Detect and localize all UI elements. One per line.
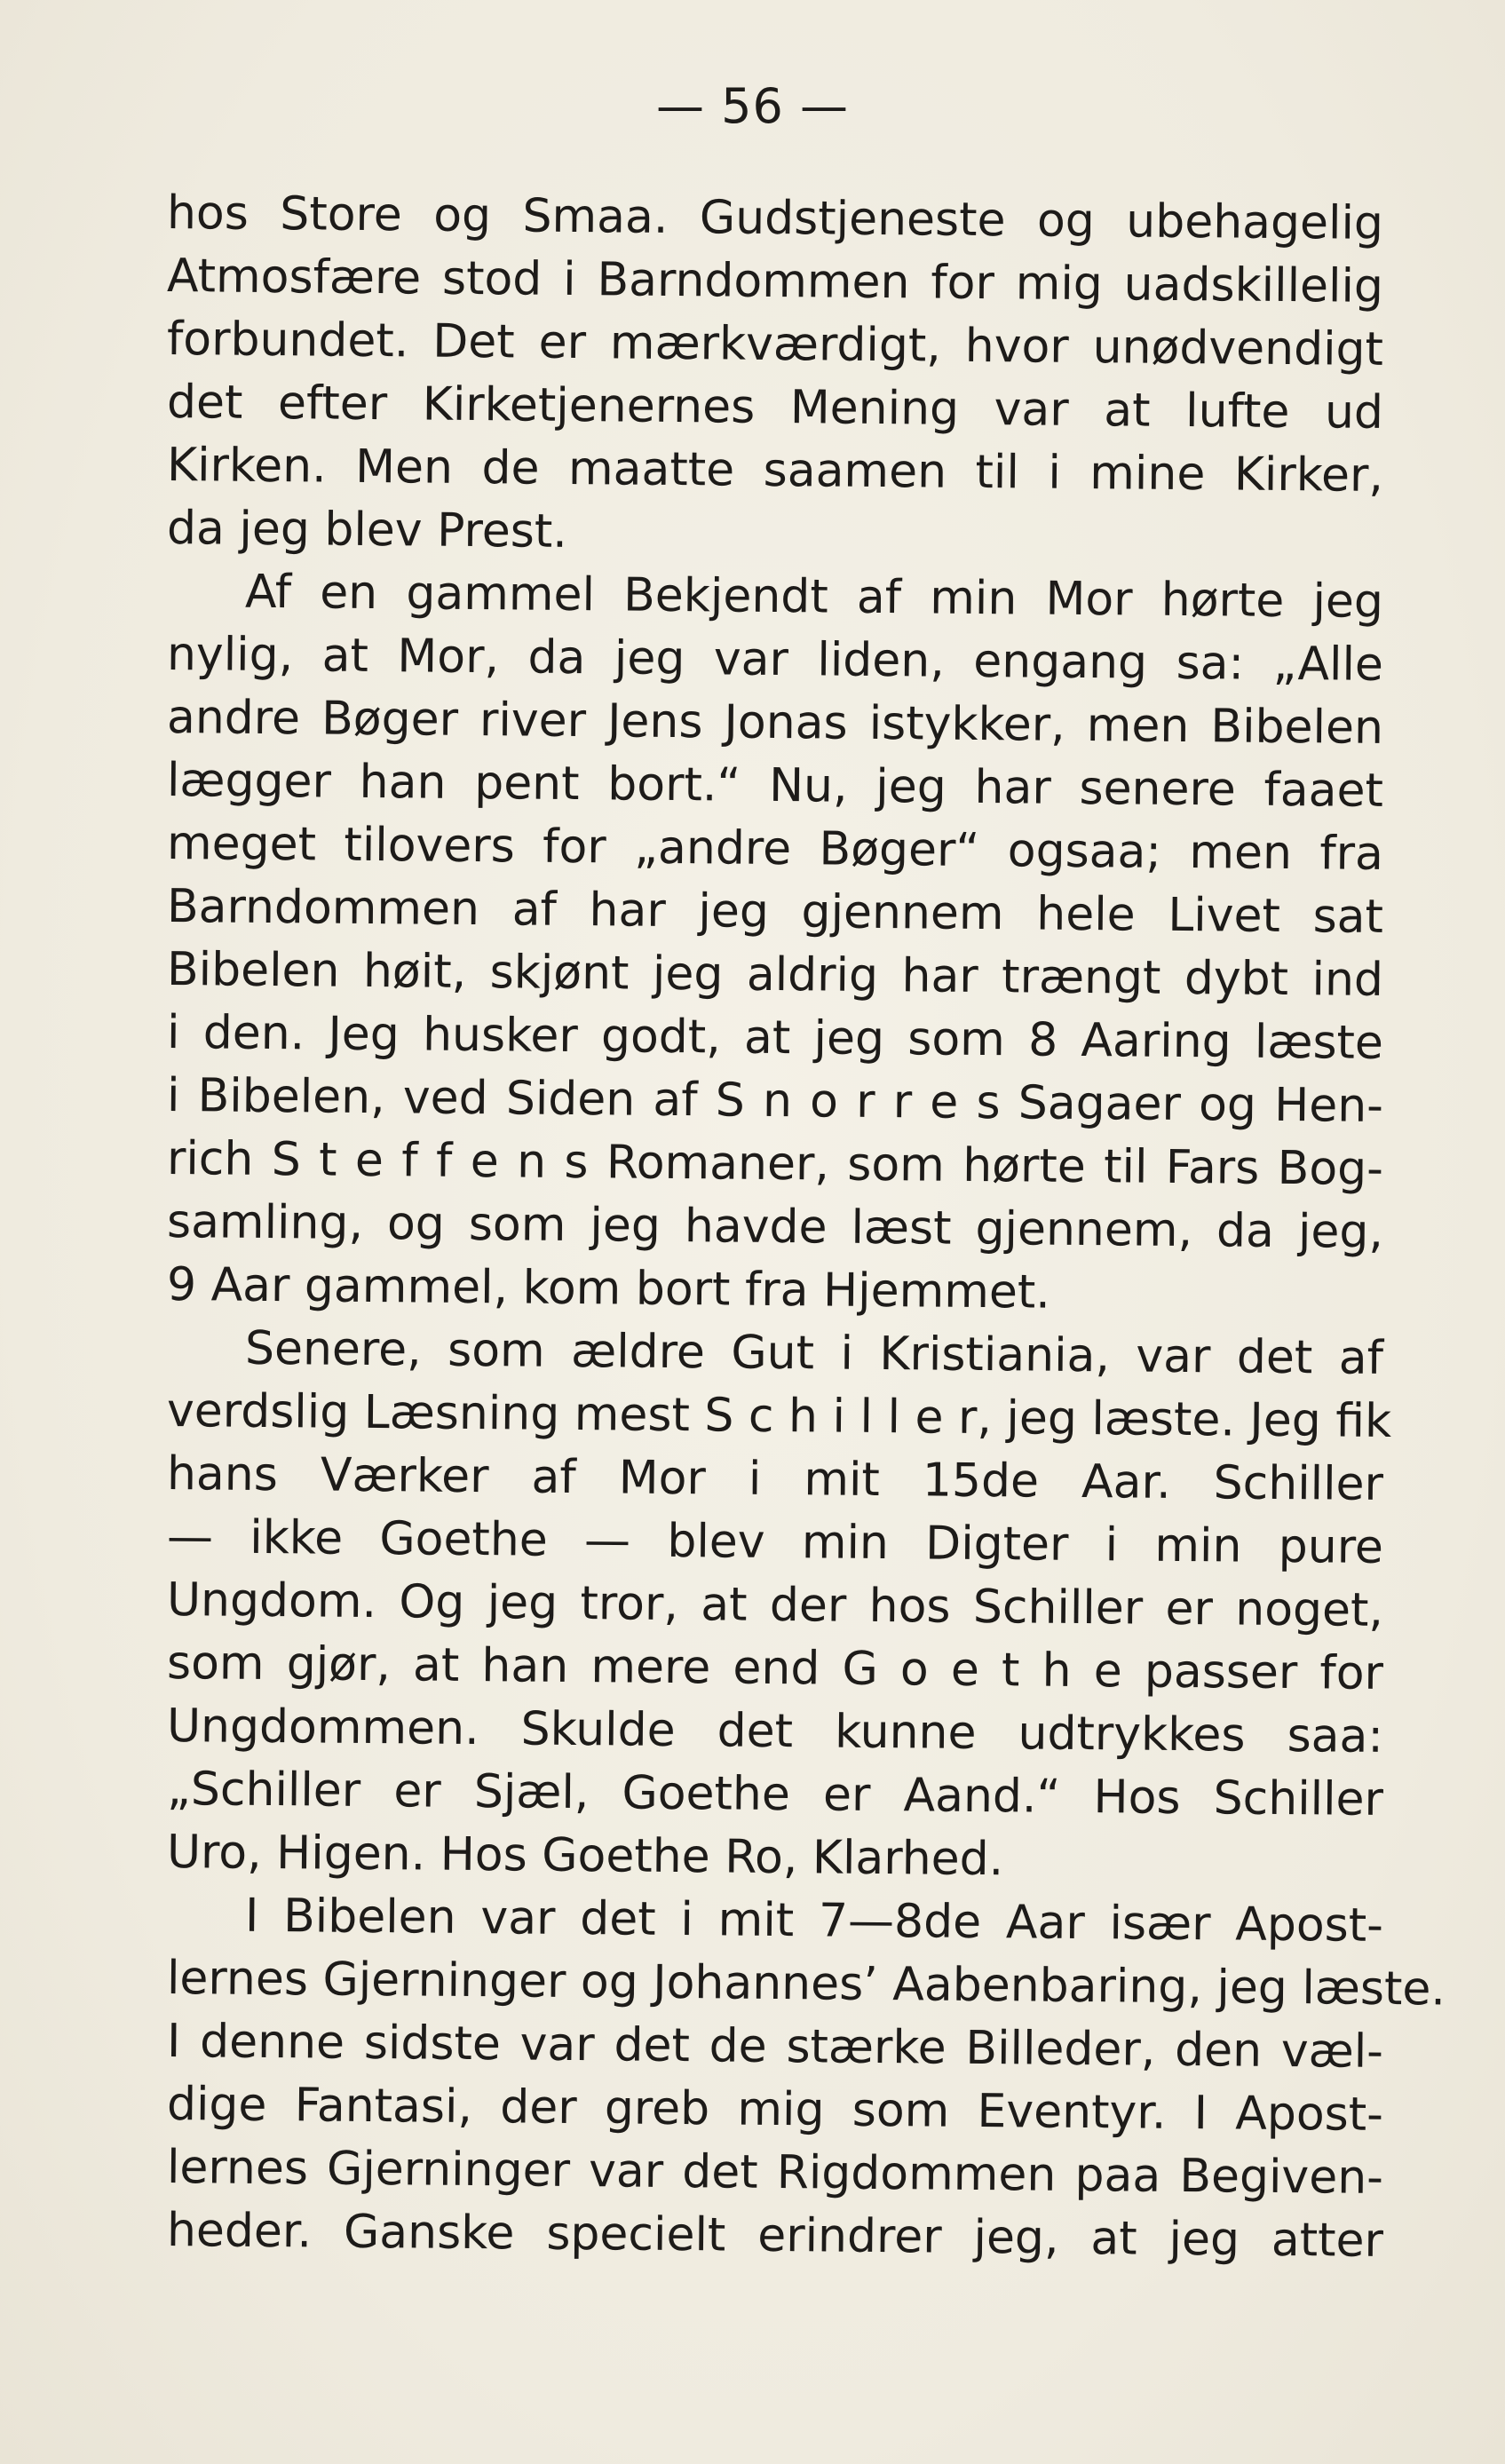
text-line: — ikke Goethe — blev min Digter i min pure [166,1510,1384,1574]
text-line: rich S t e f f e n s Romaner, som hørte til Fars Bog- [166,1132,1384,1196]
text-line: lernes Gjerninger og Johannes’ Aabenbaring, jeg læste. [166,1952,1446,2016]
text-line: Uro, Higen. Hos Goethe Ro, Klarhed. [166,1826,1004,1887]
page-number: — 56 — [655,78,850,134]
text-line: meget tilovers for „andre Bøger“ ogsaa; men fra [166,817,1384,881]
text-line: som gjør, at han mere end G o e t h e passer for [166,1636,1384,1700]
text-line: Ungdommen. Skulde det kunne udtrykkes saa: [166,1699,1384,1763]
text-line: Af en gammel Bekjendt af min Mor hørte jeg [244,565,1384,629]
text-line: Atmosfære stod i Barndommen for mig uadskillelig [166,250,1384,313]
text-line: Bibelen høit, skjønt jeg aldrig har trængt dybt ind [166,943,1384,1007]
text-line: „Schiller er Sjæl, Goethe er Aand.“ Hos Schiller [166,1763,1384,1826]
text-line: forbundet. Det er mærkværdigt, hvor unødvendigt [166,313,1384,376]
text-line: i den. Jeg husker godt, at jeg som 8 Aaring læste [166,1006,1384,1070]
text-line: Barndommen af har jeg gjennem hele Livet sat [166,880,1384,944]
text-line: verdslig Læsning mest S c h i l l e r, jeg læste. Jeg fik [166,1384,1392,1449]
text-line: samling, og som jeg havde læst gjennem, da jeg, [166,1195,1384,1259]
text-line: I Bibelen var det i mit 7—8de Aar især Apost- [244,1889,1384,1953]
text-line: lægger han pent bort.“ Nu, jeg har senere faaet [166,754,1384,818]
text-line: Ungdom. Og jeg tror, at der hos Schiller er noget, [166,1573,1384,1637]
text-line: det efter Kirketjenernes Mening var at lufte ud [166,376,1384,440]
text-line: i Bibelen, ved Siden af S n o r r e s Sagaer og Hen- [166,1069,1384,1133]
text-line: hos Store og Smaa. Gudstjeneste og ubehagelig [166,186,1384,250]
text-line: andre Bøger river Jens Jonas istykker, men Bibelen [166,691,1384,755]
text-line: nylig, at Mor, da jeg var liden, engang sa: „Alle [166,628,1384,692]
text-line: heder. Ganske specielt erindrer jeg, at jeg atter [166,2204,1384,2268]
text-line: hans Værker af Mor i mit 15de Aar. Schiller [166,1447,1384,1511]
text-line: dige Fantasi, der greb mig som Eventyr. I Apost- [166,2078,1384,2142]
text-line: Senere, som ældre Gut i Kristiania, var det af [244,1321,1384,1385]
text-line: I denne sidste var det de stærke Billeder, den væl- [166,2015,1384,2079]
text-line: 9 Aar gammel, kom bort fra Hjemmet. [166,1258,1051,1319]
text-line: Kirken. Men de maatte saamen til i mine Kirker, [166,439,1384,503]
text-line: lernes Gjerninger var det Rigdommen paa Begiven- [166,2141,1384,2205]
text-line: da jeg blev Prest. [166,502,568,559]
